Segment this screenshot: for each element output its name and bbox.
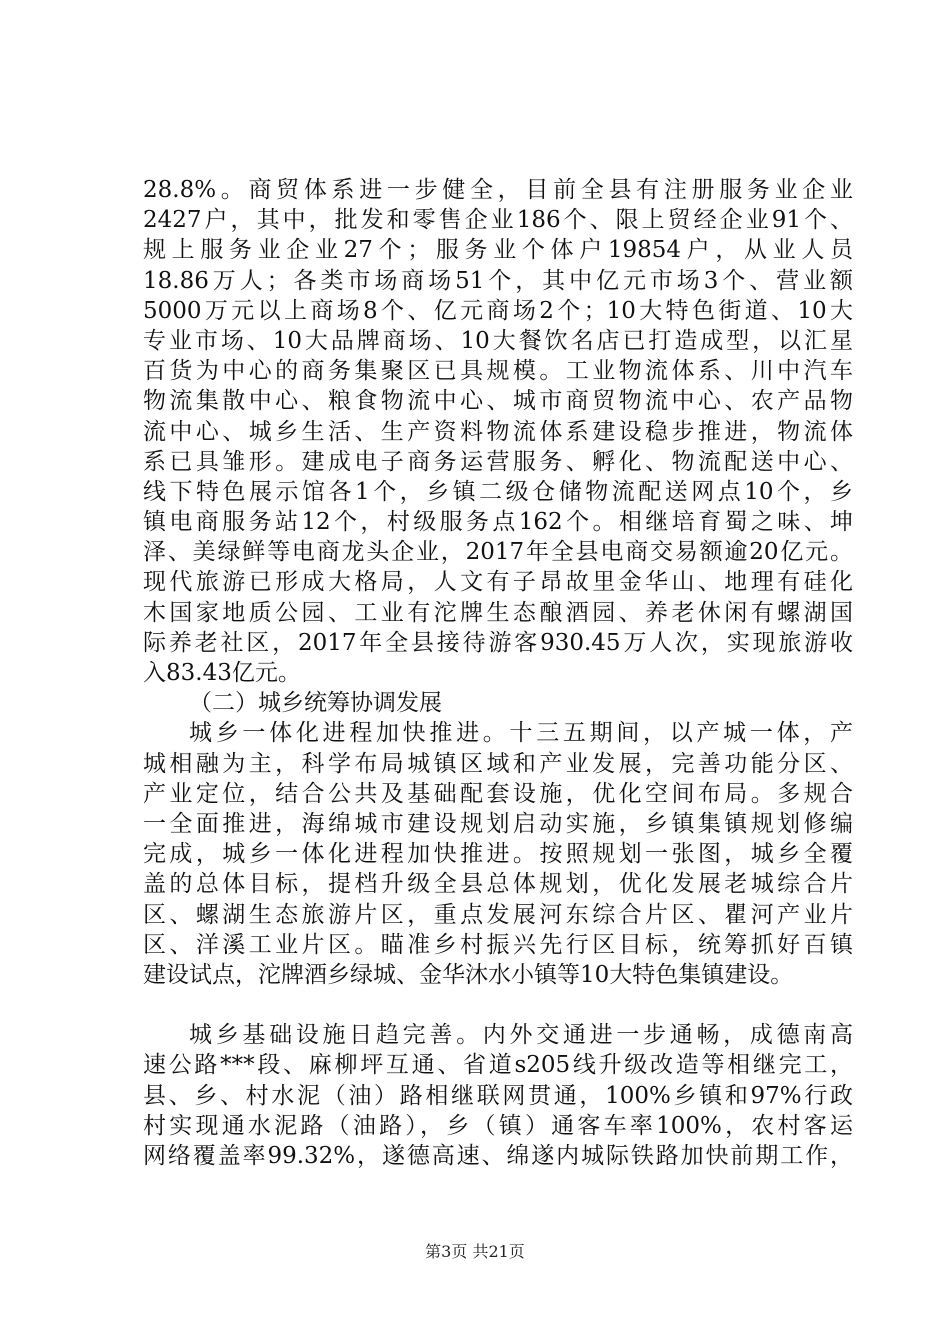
text-line: 完成，城乡一体化进程加快推进。按照规划一张图，城乡全覆 — [143, 841, 853, 868]
text-line: 盖的总体目标，提档升级全县总体规划，优化发展老城综合片 — [143, 871, 853, 898]
text-line: 线下特色展示馆各1个，乡镇二级仓储物流配送网点10个，乡 — [143, 478, 853, 505]
text-line: 18.86万人；各类市场商场51个，其中亿元市场3个、营业额 — [143, 267, 853, 294]
section-heading: （二）城乡统筹协调发展 — [189, 690, 442, 717]
text-line: 现代旅游已形成大格局，人文有子昂故里金华山、地理有硅化 — [143, 569, 853, 596]
text-line: 县、乡、村水泥（油）路相继联网贯通，100%乡镇和97%行政 — [143, 1082, 853, 1109]
text-line: 际养老社区，2017年全县接待游客930.45万人次，实现旅游收 — [143, 629, 853, 656]
text-line: 木国家地质公园、工业有沱牌生态酿酒园、养老休闲有螺湖国 — [143, 599, 853, 626]
text-line: 城乡一体化进程加快推进。十三五期间，以产城一体，产 — [189, 720, 853, 747]
paragraph-gap — [143, 990, 853, 1020]
text-line: 产业定位，结合公共及基础配套设施，优化空间布局。多规合 — [143, 780, 853, 807]
text-line: 建设试点，沱牌酒乡绿城、金华沐水小镇等10大特色集镇建设。 — [143, 961, 794, 988]
text-line: 5000万元以上商场8个、亿元商场2个；10大特色街道、10大 — [143, 297, 853, 324]
text-line: 区、螺湖生态旅游片区，重点发展河东综合片区、瞿河产业片 — [143, 901, 853, 928]
text-line: 系已具雏形。建成电子商务运营服务、孵化、物流配送中心、 — [143, 448, 853, 475]
text-line: 网络覆盖率99.32%，遂德高速、绵遂内城际铁路加快前期工作， — [143, 1143, 853, 1169]
text-line: 镇电商服务站12个，村级服务点162个。相继培育蜀之味、坤 — [143, 509, 853, 536]
page-number-footer: 第3页 共21页 — [425, 1242, 525, 1261]
text-line: 专业市场、10大品牌商场、10大餐饮名店已打造成型，以汇星 — [143, 327, 853, 354]
text-line: 入83.43亿元。 — [143, 660, 301, 686]
text-line: 村实现通水泥路（油路），乡（镇）通客车率100%，农村客运 — [143, 1112, 853, 1139]
paragraph-commerce — [143, 175, 853, 688]
text-line: 规上服务业企业27个；服务业个体户19854户，从业人员 — [143, 237, 853, 264]
text-line: 速公路***段、麻柳坪互通、省道s205线升级改造等相继完工， — [143, 1052, 853, 1079]
text-line: 百货为中心的商务集聚区已具规模。工业物流体系、川中汽车 — [143, 358, 853, 385]
text-line: 区、洋溪工业片区。瞄准乡村振兴先行区目标，统筹抓好百镇 — [143, 931, 853, 958]
text-line: 城乡基础设施日趋完善。内外交通进一步通畅，成德南高 — [189, 1022, 853, 1049]
text-line: 城相融为主，科学布局城镇区域和产业发展，完善功能分区、 — [143, 750, 853, 777]
paragraph-urban-rural — [143, 718, 853, 990]
document-body — [143, 175, 853, 1171]
paragraph-infrastructure — [143, 1020, 853, 1171]
text-line: 2427户，其中，批发和零售企业186个、限上贸经企业91个、 — [143, 207, 853, 234]
text-line: 泽、美绿鲜等电商龙头企业，2017年全县电商交易额逾20亿元。 — [143, 539, 853, 566]
text-line: 一全面推进，海绵城市建设规划启动实施，乡镇集镇规划修编 — [143, 810, 853, 837]
text-line: 物流集散中心、粮食物流中心、城市商贸物流中心、农产品物 — [143, 388, 853, 415]
text-line: 流中心、城乡生活、生产资料物流体系建设稳步推进，物流体 — [143, 418, 853, 445]
text-line: 28.8%。商贸体系进一步健全，目前全县有注册服务业企业 — [143, 177, 853, 203]
